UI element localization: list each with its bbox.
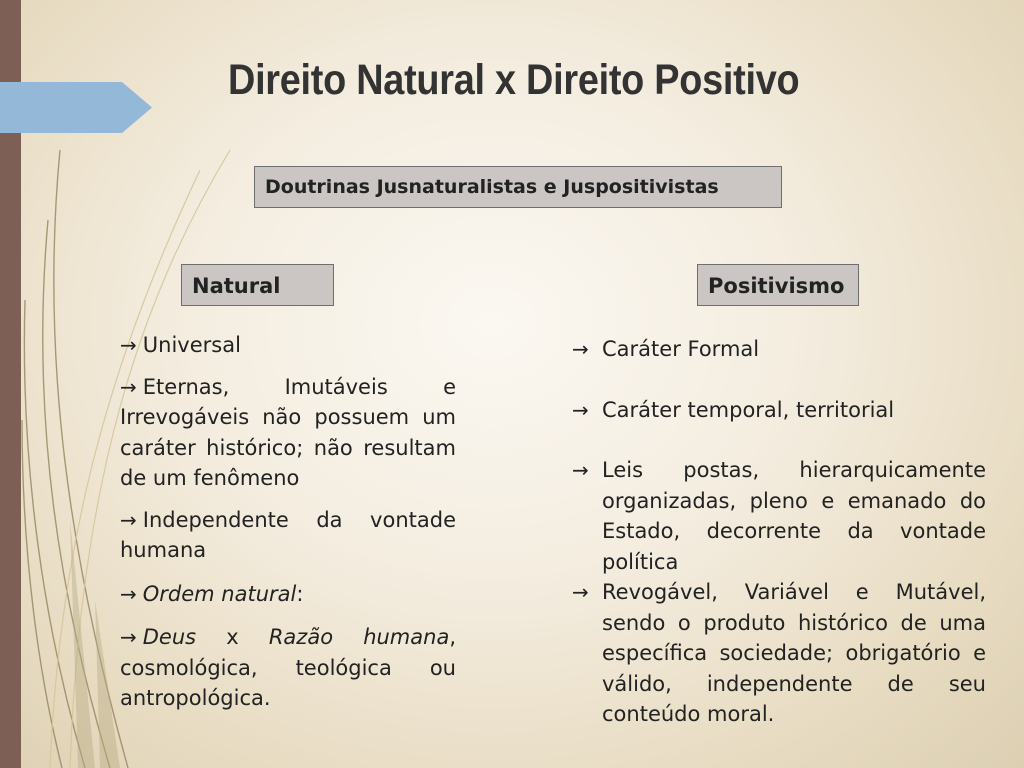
positivismo-heading-box: Positivismo <box>697 264 859 306</box>
slide-title: Direito Natural x Direito Positivo <box>228 56 800 104</box>
right-arrow-icon: → <box>572 458 589 482</box>
right-arrow-icon: → <box>572 397 589 422</box>
natural-item-emphasis: Ordem natural <box>142 581 297 606</box>
natural-heading-box: Natural <box>181 264 334 306</box>
natural-item-text: Independente da vontade humana <box>120 507 456 562</box>
positivismo-item-text: Revogável, Variável e Mutável, sendo o produto histórico de uma específica sociedade; obrigatório e válido, independente de seu conteúdo moral. <box>602 580 986 726</box>
right-arrow-icon: → <box>120 507 137 532</box>
natural-item-text: : <box>296 581 304 606</box>
positivismo-item-temporal <box>572 395 986 426</box>
doutrinas-box: Doutrinas Jusnaturalistas e Juspositivistas <box>254 166 782 208</box>
positivismo-item-text: Leis postas, hierarquicamente organizadas, pleno e emanado do Estado, decorrente da vontade política <box>602 458 986 574</box>
right-arrow-icon: → <box>572 580 589 604</box>
right-arrow-icon: → <box>120 374 137 399</box>
right-arrow-icon: → <box>120 333 137 357</box>
right-arrow-icon: → <box>572 337 589 361</box>
natural-item-text: , cosmológica, teológica ou antropológica. <box>120 625 457 710</box>
natural-item-text: x <box>196 625 269 649</box>
right-arrow-icon: → <box>120 625 137 649</box>
positivismo-item-formal <box>572 334 986 365</box>
natural-item-text: Eternas, Imutáveis e Irrevogáveis não possuem um caráter histórico; não resultam de um fenômeno <box>120 374 456 490</box>
positivismo-column <box>572 334 986 730</box>
natural-item-eternas <box>120 372 456 494</box>
natural-item-emphasis: Deus <box>142 625 197 649</box>
natural-item-ordem <box>120 579 456 610</box>
natural-column <box>120 330 456 714</box>
natural-item-emphasis: Razão humana <box>268 625 450 649</box>
natural-item-text: Universal <box>142 333 241 357</box>
positivismo-item-revogavel <box>572 577 986 730</box>
positivismo-item-leis <box>572 455 986 577</box>
positivismo-item-text: Caráter temporal, territorial <box>602 397 895 422</box>
right-arrow-icon: → <box>120 581 137 606</box>
natural-item-independente <box>120 505 456 566</box>
natural-item-universal <box>120 330 456 361</box>
natural-item-deus <box>120 622 456 714</box>
positivismo-item-text: Caráter Formal <box>602 337 760 361</box>
